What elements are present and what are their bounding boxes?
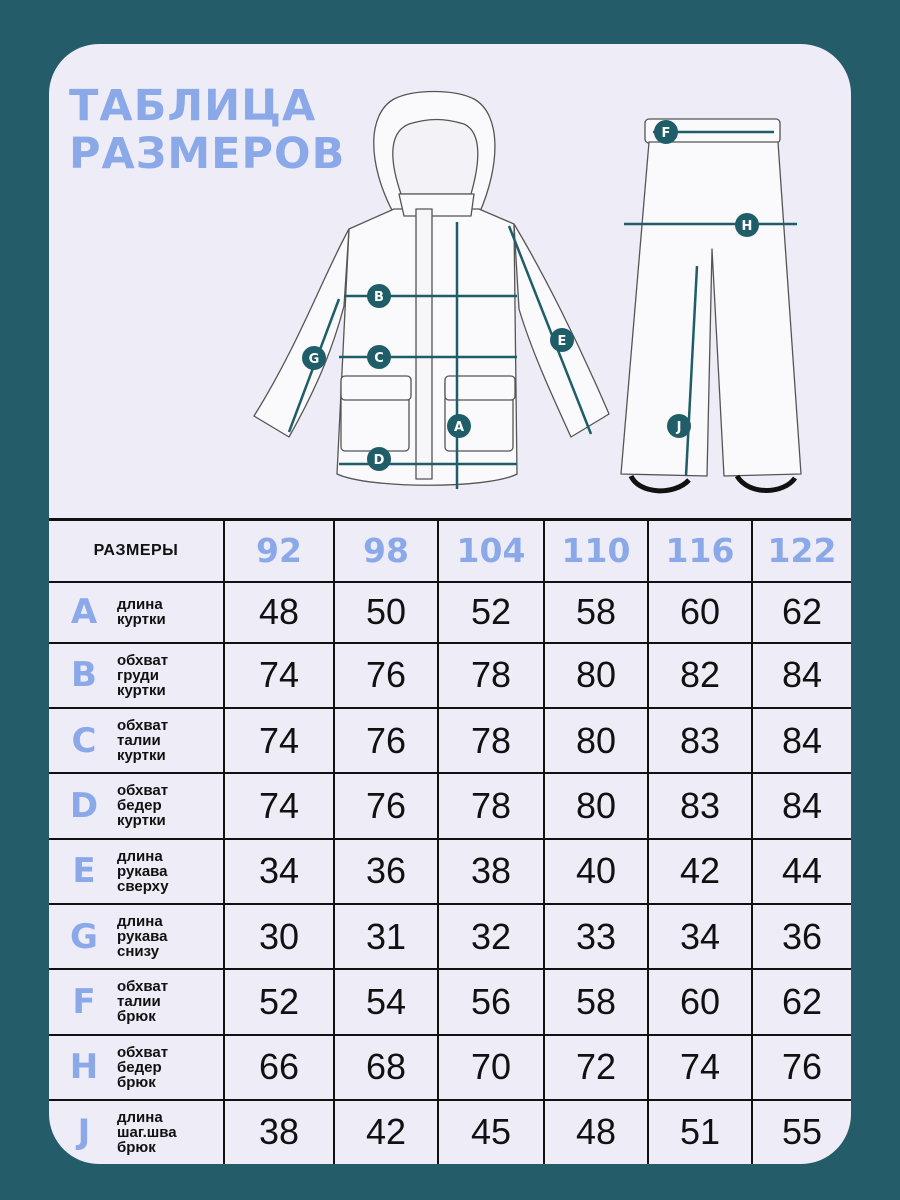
- measurement-value: 76: [365, 654, 407, 696]
- value-cell: [438, 904, 544, 969]
- measurement-value: 66: [258, 1046, 300, 1088]
- measurement-value: 34: [679, 915, 721, 957]
- measurement-value: 36: [365, 850, 407, 892]
- size-98: 98: [363, 531, 409, 571]
- measurement-value: 54: [365, 980, 407, 1022]
- value-cell: [752, 643, 851, 708]
- size-chart-card: [49, 44, 851, 1164]
- row-label-cell: [49, 904, 224, 969]
- measurement-value: 30: [258, 915, 300, 957]
- pants-left-boot: [631, 476, 689, 491]
- value-cell: [334, 839, 438, 904]
- row-label-cell: [49, 1035, 224, 1100]
- value-cell: [438, 839, 544, 904]
- measurement-value: 74: [258, 719, 300, 761]
- table-row: [49, 1100, 851, 1164]
- row-letter: G: [70, 916, 98, 957]
- row-letter: B: [71, 655, 97, 696]
- title-line-2: РАЗМЕРОВ: [69, 129, 346, 179]
- value-cell: [752, 839, 851, 904]
- measurement-value: 52: [258, 980, 300, 1022]
- value-cell: [752, 969, 851, 1034]
- measurement-value: 55: [781, 1111, 823, 1153]
- header-label: [49, 520, 224, 582]
- table-row: [49, 1035, 851, 1100]
- measurement-value: 31: [365, 915, 407, 957]
- table-row: [49, 708, 851, 773]
- size-column-header: [752, 520, 851, 582]
- row-description: длина рукава сверху: [117, 847, 169, 895]
- measurement-value: 76: [365, 719, 407, 761]
- header-label-text: РАЗМЕРЫ: [93, 541, 179, 559]
- marker-g-label: G: [308, 352, 320, 367]
- value-cell: [438, 773, 544, 838]
- value-cell: [224, 773, 334, 838]
- row-label-cell: [49, 773, 224, 838]
- value-cell: [544, 582, 648, 643]
- row-letter: A: [70, 592, 98, 633]
- value-cell: [752, 904, 851, 969]
- value-cell: [224, 1035, 334, 1100]
- value-cell: [544, 1100, 648, 1164]
- measurement-value: 52: [470, 591, 512, 633]
- measurement-value: 38: [258, 1111, 300, 1153]
- value-cell: [334, 582, 438, 643]
- row-description: длина шаг.шва брюк: [117, 1108, 177, 1156]
- pants-body: [621, 142, 801, 476]
- measurement-value: 82: [679, 654, 721, 696]
- table-row: [49, 582, 851, 643]
- row-label-cell: [49, 643, 224, 708]
- measurement-value: 62: [781, 980, 823, 1022]
- value-cell: [752, 708, 851, 773]
- size-104: 104: [456, 531, 526, 571]
- value-cell: [224, 904, 334, 969]
- size-table: [49, 518, 851, 1164]
- measurement-value: 80: [575, 654, 617, 696]
- value-cell: [648, 708, 752, 773]
- table-row: [49, 904, 851, 969]
- value-cell: [648, 969, 752, 1034]
- measurement-value: 58: [575, 591, 617, 633]
- size-column-header: [334, 520, 438, 582]
- value-cell: [438, 708, 544, 773]
- value-cell: [224, 582, 334, 643]
- value-cell: [438, 643, 544, 708]
- measurement-value: 76: [365, 784, 407, 826]
- garment-illustration: [49, 44, 851, 514]
- measurement-value: 60: [679, 980, 721, 1022]
- measurement-value: 34: [258, 850, 300, 892]
- measurement-value: 48: [575, 1111, 617, 1153]
- measurement-value: 42: [365, 1111, 407, 1153]
- value-cell: [224, 1100, 334, 1164]
- value-cell: [752, 582, 851, 643]
- measurement-value: 76: [781, 1046, 823, 1088]
- value-cell: [648, 904, 752, 969]
- value-cell: [334, 708, 438, 773]
- row-letter: D: [69, 785, 99, 826]
- measurement-value: 62: [781, 591, 823, 633]
- pants-right-boot: [737, 476, 795, 491]
- title-line-1: ТАБЛИЦА: [69, 81, 317, 131]
- measurement-value: 40: [575, 850, 617, 892]
- value-cell: [648, 1100, 752, 1164]
- value-cell: [224, 839, 334, 904]
- table-row: [49, 773, 851, 838]
- measurement-value: 58: [575, 980, 617, 1022]
- value-cell: [334, 1035, 438, 1100]
- row-label-cell: [49, 1100, 224, 1164]
- measurement-value: 80: [575, 719, 617, 761]
- row-letter: H: [69, 1047, 99, 1088]
- value-cell: [648, 582, 752, 643]
- row-label-cell: [49, 708, 224, 773]
- value-cell: [544, 708, 648, 773]
- row-label-cell: [49, 839, 224, 904]
- row-description: обхват груди куртки: [117, 651, 169, 699]
- measurement-value: 84: [781, 719, 823, 761]
- measurement-value: 83: [679, 784, 721, 826]
- size-column-header: [544, 520, 648, 582]
- table-row: [49, 839, 851, 904]
- value-cell: [544, 643, 648, 708]
- value-cell: [438, 1035, 544, 1100]
- row-label-cell: [49, 582, 224, 643]
- size-column-header: [224, 520, 334, 582]
- row-letter: E: [72, 851, 96, 892]
- value-cell: [544, 773, 648, 838]
- size-column-header: [648, 520, 752, 582]
- measurement-value: 36: [781, 915, 823, 957]
- size-122: 122: [767, 531, 837, 571]
- marker-a-label: A: [453, 420, 465, 435]
- measurement-value: 51: [679, 1111, 721, 1153]
- table-row: [49, 643, 851, 708]
- value-cell: [334, 904, 438, 969]
- row-description: длина куртки: [117, 596, 166, 629]
- value-cell: [648, 773, 752, 838]
- value-cell: [544, 839, 648, 904]
- measurement-value: 45: [470, 1111, 512, 1153]
- measurement-value: 32: [470, 915, 512, 957]
- row-description: обхват бедер брюк: [117, 1043, 169, 1091]
- measurement-value: 74: [258, 784, 300, 826]
- measurement-value: 84: [781, 784, 823, 826]
- measurement-value: 74: [258, 654, 300, 696]
- row-description: обхват талии брюк: [117, 978, 169, 1026]
- measurement-value: 60: [679, 591, 721, 633]
- size-column-header: [438, 520, 544, 582]
- marker-j-label: J: [676, 420, 682, 435]
- measurement-value: 78: [470, 784, 512, 826]
- value-cell: [334, 969, 438, 1034]
- value-cell: [648, 643, 752, 708]
- value-cell: [544, 904, 648, 969]
- value-cell: [752, 1100, 851, 1164]
- jacket-left-sleeve: [254, 229, 349, 437]
- value-cell: [334, 773, 438, 838]
- measurement-value: 42: [679, 850, 721, 892]
- row-description: обхват талии куртки: [117, 717, 169, 765]
- measurement-value: 78: [470, 719, 512, 761]
- marker-d-label: D: [373, 453, 385, 468]
- measurement-value: 74: [679, 1046, 721, 1088]
- value-cell: [334, 1100, 438, 1164]
- measurement-value: 83: [679, 719, 721, 761]
- value-cell: [544, 969, 648, 1034]
- table-header-row: [49, 520, 851, 582]
- value-cell: [648, 1035, 752, 1100]
- measurement-value: 70: [470, 1046, 512, 1088]
- value-cell: [438, 582, 544, 643]
- value-cell: [438, 969, 544, 1034]
- measurement-value: 80: [575, 784, 617, 826]
- value-cell: [544, 1035, 648, 1100]
- measurement-value: 68: [365, 1046, 407, 1088]
- marker-b-label: B: [374, 290, 384, 305]
- row-letter: C: [71, 720, 97, 761]
- value-cell: [438, 1100, 544, 1164]
- measurement-value: 44: [781, 850, 823, 892]
- value-cell: [752, 773, 851, 838]
- value-cell: [752, 1035, 851, 1100]
- value-cell: [224, 643, 334, 708]
- value-cell: [224, 969, 334, 1034]
- row-description: длина рукава снизу: [117, 913, 168, 961]
- value-cell: [334, 643, 438, 708]
- measurement-value: 72: [575, 1046, 617, 1088]
- size-110: 110: [561, 531, 631, 571]
- marker-e-label: E: [557, 334, 567, 349]
- value-cell: [224, 708, 334, 773]
- size-116: 116: [665, 531, 735, 571]
- value-cell: [648, 839, 752, 904]
- measurement-value: 84: [781, 654, 823, 696]
- marker-h-label: H: [741, 219, 753, 234]
- measurement-value: 50: [365, 591, 407, 633]
- measurement-value: 33: [575, 915, 617, 957]
- measurement-value: 38: [470, 850, 512, 892]
- row-letter: F: [72, 981, 96, 1022]
- measurement-value: 78: [470, 654, 512, 696]
- size-92: 92: [256, 531, 302, 571]
- row-label-cell: [49, 969, 224, 1034]
- marker-c-label: C: [374, 351, 384, 366]
- measurement-value: 56: [470, 980, 512, 1022]
- row-letter: J: [77, 1112, 91, 1153]
- table-row: [49, 969, 851, 1034]
- row-description: обхват бедер куртки: [117, 782, 169, 830]
- measurement-value: 48: [258, 591, 300, 633]
- marker-f-label: F: [661, 126, 671, 141]
